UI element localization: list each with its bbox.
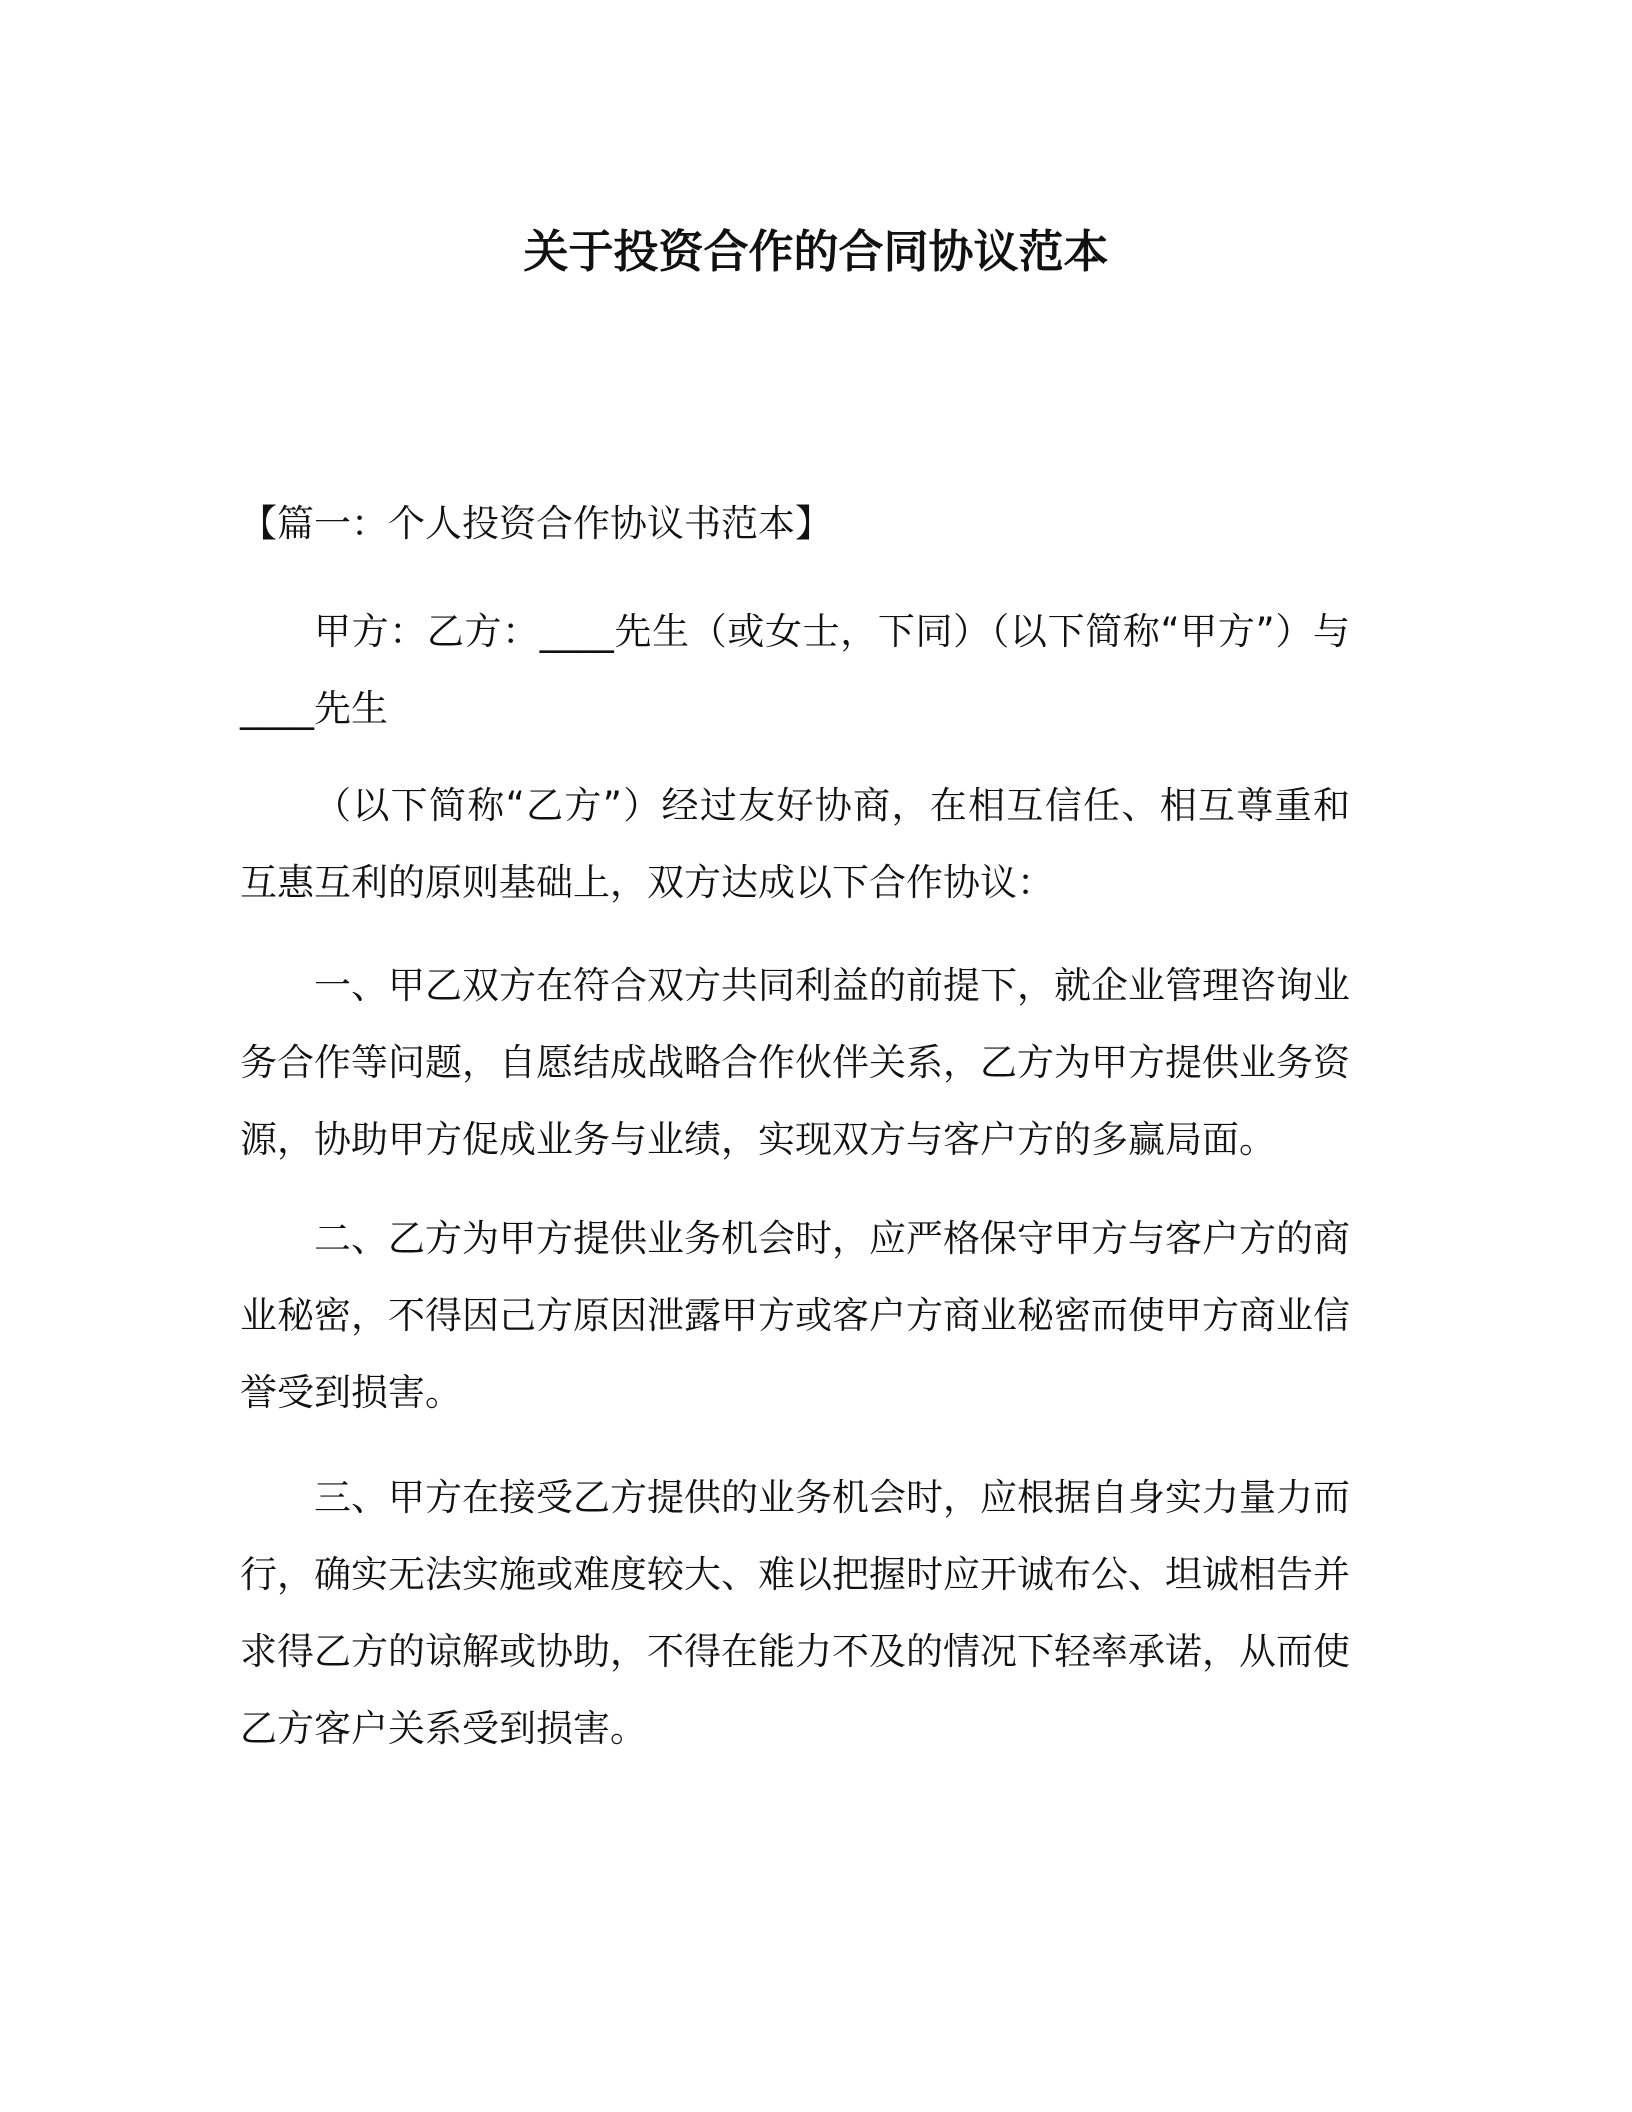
paragraph-preamble: （以下简称“乙方”）经过友好协商，在相互信任、相互尊重和互惠互利的原则基础上，双方达成以下合作协议：	[240, 784, 1350, 904]
paragraph-clause-3: 三、甲方在接受乙方提供的业务机会时，应根据自身实力量力而行，确实无法实施或难度较大、难以把握时应开诚布公、坦诚相告并求得乙方的谅解或协助，不得在能力不及的情况下轻率承诺，从而使乙方客户关系受到损害。	[240, 1476, 1350, 1750]
paragraph-clause-1: 一、甲乙双方在符合双方共同利益的前提下，就企业管理咨询业务合作等问题，自愿结成战略合作伙伴关系，乙方为甲方提供业务资源，协助甲方促成业务与业绩，实现双方与客户方的多赢局面。	[240, 964, 1350, 1161]
document-title: 关于投资合作的合同协议范本	[523, 225, 1109, 278]
paragraph-parties: 甲方：乙方：____先生（或女士，下同）（以下简称“甲方”）与____先生	[240, 610, 1350, 730]
paragraph-clause-2: 二、乙方为甲方提供业务机会时，应严格保守甲方与客户方的商业秘密，不得因己方原因泄露甲方或客户方商业秘密而使甲方商业信誉受到损害。	[240, 1217, 1350, 1414]
section-heading: 【篇一：个人投资合作协议书范本】	[240, 502, 832, 545]
